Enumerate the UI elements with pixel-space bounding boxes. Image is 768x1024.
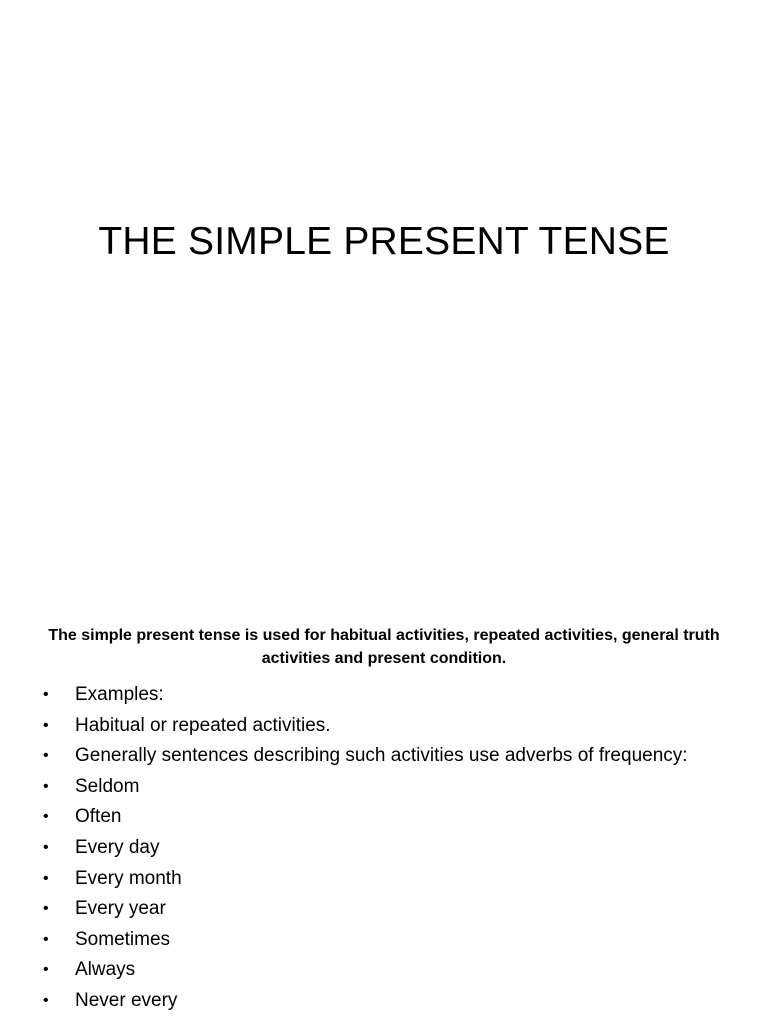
list-item bbox=[40, 711, 740, 742]
intro-paragraph: The simple present tense is used for habitual activities, repeated activities, general truth activities and present condition. bbox=[48, 627, 720, 667]
bullet-icon: • bbox=[43, 961, 49, 979]
list-item-text: Every day bbox=[75, 836, 160, 858]
bullet-icon: • bbox=[43, 838, 49, 856]
list-item bbox=[40, 955, 740, 986]
content-slide bbox=[0, 600, 768, 1024]
bullet-icon: • bbox=[43, 747, 49, 765]
list-item bbox=[40, 894, 740, 925]
bullet-icon: • bbox=[43, 869, 49, 887]
list-item bbox=[40, 741, 740, 772]
list-item bbox=[40, 986, 740, 1017]
list-item bbox=[40, 802, 740, 833]
bullet-icon: • bbox=[43, 686, 49, 703]
list-item bbox=[40, 925, 740, 956]
bullet-list bbox=[40, 680, 740, 1017]
list-item-text: Never every bbox=[75, 989, 178, 1011]
list-item bbox=[40, 680, 740, 711]
list-item-text: Always bbox=[75, 959, 136, 981]
list-item-text: Sometimes bbox=[75, 928, 171, 950]
bullet-icon: • bbox=[43, 900, 49, 918]
list-item-text: Habitual or repeated activities. bbox=[75, 714, 331, 736]
list-item-text: Generally sentences describing such activities use adverbs of frequency: bbox=[75, 745, 688, 767]
bullet-icon: • bbox=[43, 716, 49, 734]
bullet-icon: • bbox=[43, 930, 49, 948]
list-item bbox=[40, 833, 740, 864]
list-item-text: Every year bbox=[75, 898, 166, 920]
list-item-text: Every month bbox=[75, 867, 182, 889]
bullet-icon: • bbox=[43, 991, 49, 1009]
list-item-text: Often bbox=[75, 806, 122, 828]
list-item-text: Seldom bbox=[75, 775, 140, 797]
bullet-icon: • bbox=[43, 777, 49, 795]
list-item bbox=[40, 864, 740, 895]
bullet-icon: • bbox=[43, 808, 49, 826]
list-item bbox=[40, 772, 740, 803]
slide-title: THE SIMPLE PRESENT TENSE bbox=[98, 220, 670, 263]
list-item-text: Examples: bbox=[75, 684, 164, 705]
